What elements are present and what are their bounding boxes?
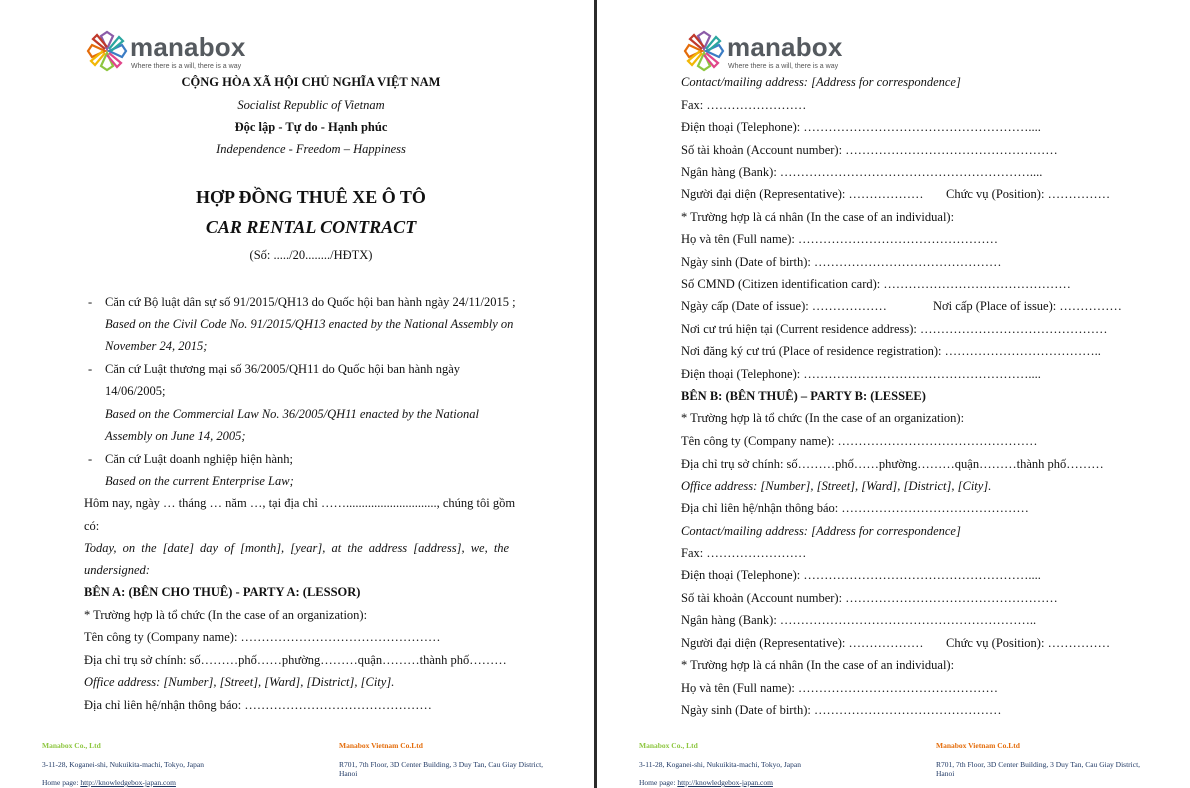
today-line-2: có:	[84, 519, 100, 533]
org-case: * Trường hợp là tổ chức (In the case of an organization):	[681, 411, 965, 425]
nation-heading: CỘNG HÒA XÃ HỘI CHỦ NGHĨA VIỆT NAM	[181, 75, 441, 89]
office-address-en: Office address: [Number], [Street], [Ward], [District], [City].	[84, 675, 395, 689]
account-number-field-2: Số tài khoản (Account number): ……………………………………………	[681, 591, 1058, 605]
office-address-field: Địa chỉ trụ sở chính: số………phố……phường………quận………thành phố………	[84, 653, 507, 667]
footer-homepage	[639, 778, 773, 787]
right-content	[681, 0, 1131, 788]
left-content	[84, 0, 538, 788]
brand-tagline: Where there is a will, there is a way	[728, 63, 839, 70]
account-number-field: Số tài khoản (Account number): ……………………………………………	[681, 143, 1058, 157]
contract-title-en: CAR RENTAL CONTRACT	[205, 217, 417, 237]
footer-address-vn-1: R701, 7th Floor, 3D Center Building, 3 Duy Tan, Cau Giay District,	[339, 760, 544, 769]
company-name-field: Tên công ty (Company name): …………………………………………	[84, 630, 441, 644]
footer-company-vn: Manabox Vietnam Co.Ltd	[339, 741, 423, 750]
contract-number: (Số: ...../20......../HĐTX)	[249, 248, 373, 262]
nation-heading-en: Socialist Republic of Vietnam	[237, 98, 385, 112]
today-line-1: Hôm nay, ngày … tháng … năm …, tại địa chỉ ……............................., chúng tôi gồm	[84, 496, 516, 510]
brand-tagline: Where there is a will, there is a way	[131, 63, 242, 70]
motto-en: Independence - Freedom – Happiness	[216, 142, 406, 156]
contact-address-field: Địa chỉ liên hệ/nhận thông báo: ………………………………………	[681, 501, 1029, 515]
telephone-field-2: Điện thoại (Telephone): ………………………………………………....	[681, 367, 1041, 381]
bullet: -	[88, 295, 93, 309]
footer-address-jp: 3-11-28, Koganei-shi, Nukuikita-machi, Tokyo, Japan	[42, 760, 204, 769]
footer-address-jp: 3-11-28, Koganei-shi, Nukuikita-machi, Tokyo, Japan	[639, 760, 801, 769]
today-en-1: Today, on the [date] day of [month], [year], at the address [address], we, the	[84, 541, 510, 555]
telephone-field-3: Điện thoại (Telephone): ………………………………………………....	[681, 568, 1041, 582]
bullet: -	[88, 452, 93, 466]
basis-2-en-2: Assembly on June 14, 2005;	[105, 429, 246, 443]
footer-company-vn: Manabox Vietnam Co.Ltd	[936, 741, 1020, 750]
contract-title: HỢP ĐỒNG THUÊ XE Ô TÔ	[196, 187, 426, 207]
motto: Độc lập - Tự do - Hạnh phúc	[234, 120, 388, 134]
full-name-field: Họ và tên (Full name): …………………………………………	[681, 232, 998, 246]
basis-1-text: Căn cứ Bộ luật dân sự số 91/2015/QH13 do Quốc hội ban hành ngày 24/11/2015 ;	[105, 295, 516, 309]
full-name-field-2: Họ và tên (Full name): …………………………………………	[681, 681, 998, 695]
footer-address-vn-2: Hanoi	[339, 769, 358, 778]
place-of-issue-field: Nơi cấp (Place of issue): ……………	[933, 299, 1122, 313]
homepage-label: Home page:	[42, 778, 81, 787]
individual-case: * Trường hợp là cá nhân (In the case of an individual):	[681, 210, 955, 224]
citizen-id-field: Số CMND (Citizen identification card): ………………………………………	[681, 277, 1071, 291]
homepage-label: Home page:	[639, 778, 678, 787]
footer-company-jp: Manabox Co., Ltd	[639, 741, 698, 750]
party-a-heading: BÊN A: (BÊN CHO THUÊ) - PARTY A: (LESSOR)	[84, 585, 361, 599]
contact-address-en-2: Contact/mailing address: [Address for correspondence]	[681, 524, 961, 538]
bullet: -	[88, 362, 93, 376]
telephone-field: Điện thoại (Telephone): ………………………………………………....	[681, 120, 1041, 134]
org-case: * Trường hợp là tổ chức (In the case of an organization):	[84, 608, 368, 622]
brand-name: manabox	[130, 32, 246, 62]
basis-1-en-1: Based on the Civil Code No. 91/2015/QH13 enacted by the National Assembly on	[105, 317, 514, 331]
party-b-heading: BÊN B: (BÊN THUÊ) – PARTY B: (LESSEE)	[681, 389, 926, 403]
company-name-field: Tên công ty (Company name): …………………………………………	[681, 434, 1038, 448]
representative-field: Người đại diện (Representative): ………………	[681, 187, 924, 201]
fax-field-2: Fax: ……………………	[681, 546, 807, 560]
basis-1	[88, 294, 538, 310]
bank-field-2: Ngân hàng (Bank): ……………………………………………………..	[681, 613, 1037, 627]
bank-field: Ngân hàng (Bank): ……………………………………………………....	[681, 165, 1043, 179]
office-address-field: Địa chỉ trụ sở chính: số………phố……phường………quận………thành phố………	[681, 457, 1104, 471]
basis-3-text: Căn cứ Luật doanh nghiệp hiện hành;	[105, 452, 293, 466]
date-of-birth-field-2: Ngày sinh (Date of birth): ………………………………………	[681, 703, 1002, 717]
brand-name: manabox	[727, 32, 843, 62]
representative-field-2: Người đại diện (Representative): ………………	[681, 636, 924, 650]
basis-2	[88, 361, 538, 377]
basis-3	[88, 451, 293, 467]
footer-address-vn-1: R701, 7th Floor, 3D Center Building, 3 Duy Tan, Cau Giay District,	[936, 760, 1141, 769]
footer-homepage	[42, 778, 176, 787]
individual-case-2: * Trường hợp là cá nhân (In the case of an individual):	[681, 658, 955, 672]
basis-2-line-2: 14/06/2005;	[105, 384, 166, 398]
contact-address-field: Địa chỉ liên hệ/nhận thông báo: ………………………………………	[84, 698, 432, 712]
page-right	[597, 0, 1190, 788]
basis-2-text: Căn cứ Luật thương mại số 36/2005/QH11 do Quốc hội ban hành ngày	[105, 362, 461, 376]
homepage-link[interactable]: http://knowledgebox-japan.com	[677, 778, 773, 787]
date-of-issue-field: Ngày cấp (Date of issue): ………………	[681, 299, 887, 313]
footer-company-jp: Manabox Co., Ltd	[42, 741, 101, 750]
position-field: Chức vụ (Position): ……………	[946, 187, 1111, 201]
residence-registration-field: Nơi đăng ký cư trú (Place of residence registration): ………………………………..	[681, 344, 1101, 358]
basis-3-en: Based on the current Enterprise Law;	[105, 474, 294, 488]
page-left	[0, 0, 594, 788]
today-en-2: undersigned:	[84, 563, 150, 577]
homepage-link[interactable]: http://knowledgebox-japan.com	[80, 778, 176, 787]
fax-field: Fax: ……………………	[681, 98, 807, 112]
date-of-birth-field: Ngày sinh (Date of birth): ………………………………………	[681, 255, 1002, 269]
residence-address-field: Nơi cư trú hiện tại (Current residence address): ………………………………………	[681, 322, 1108, 336]
office-address-en: Office address: [Number], [Street], [Ward], [District], [City].	[681, 479, 992, 493]
basis-2-en-1: Based on the Commercial Law No. 36/2005/QH11 enacted by the National	[105, 407, 479, 421]
contact-address-en: Contact/mailing address: [Address for correspondence]	[681, 75, 961, 89]
footer-address-vn-2: Hanoi	[936, 769, 955, 778]
basis-1-en-2: November 24, 2015;	[105, 339, 208, 353]
position-field-2: Chức vụ (Position): ……………	[946, 636, 1111, 650]
